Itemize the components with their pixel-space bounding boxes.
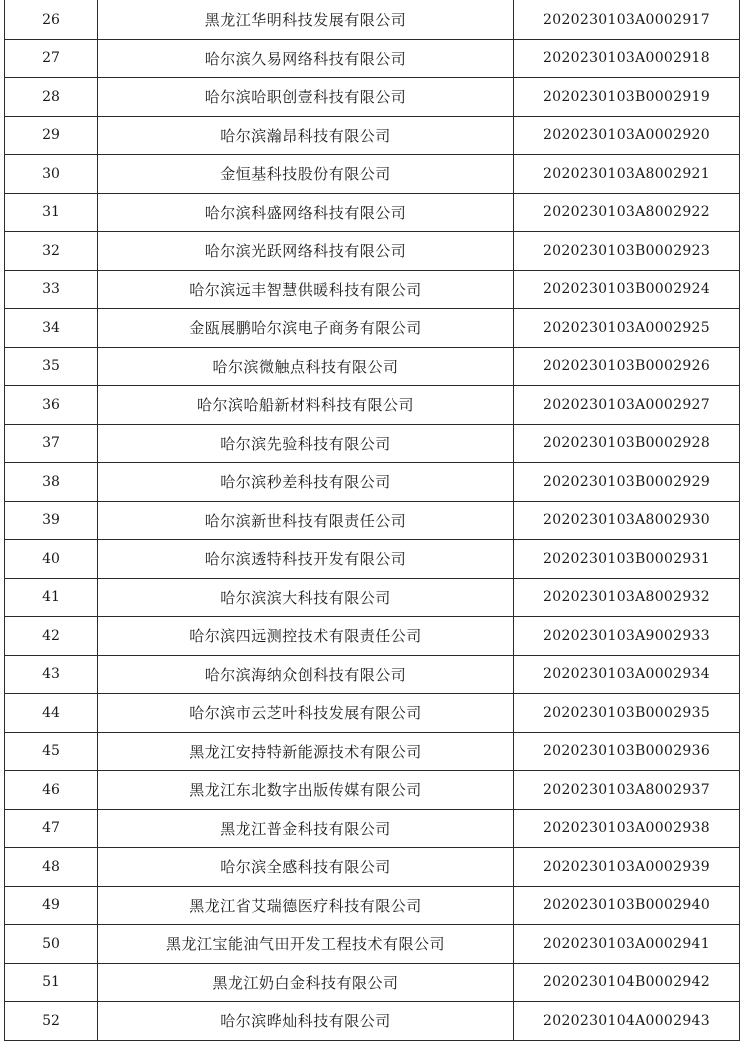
row-number-cell: 38 xyxy=(5,463,98,502)
registration-code-cell: 2020230103A8002932 xyxy=(514,578,740,617)
company-name-cell: 金恒基科技股份有限公司 xyxy=(98,155,514,194)
table-row xyxy=(5,309,740,348)
company-name-cell: 黑龙江安持特新能源技术有限公司 xyxy=(98,732,514,771)
row-number-cell: 26 xyxy=(5,1,98,40)
company-name-cell: 哈尔滨哈职创壹科技有限公司 xyxy=(98,78,514,117)
registration-code-cell: 2020230103A0002925 xyxy=(514,309,740,348)
registration-code-cell: 2020230103A0002917 xyxy=(514,1,740,40)
table-row xyxy=(5,578,740,617)
registration-code-cell: 2020230104B0002942 xyxy=(514,963,740,1002)
table-row xyxy=(5,617,740,656)
registration-code-cell: 2020230103A0002918 xyxy=(514,39,740,78)
row-number-cell: 31 xyxy=(5,193,98,232)
registration-code-cell: 2020230103A0002939 xyxy=(514,848,740,887)
row-number-cell: 39 xyxy=(5,501,98,540)
table-row xyxy=(5,925,740,964)
company-name-cell: 哈尔滨全感科技有限公司 xyxy=(98,848,514,887)
company-name-cell: 哈尔滨光跃网络科技有限公司 xyxy=(98,232,514,271)
table-row xyxy=(5,463,740,502)
registration-code-cell: 2020230103B0002928 xyxy=(514,424,740,463)
company-name-cell: 哈尔滨哈船新材料科技有限公司 xyxy=(98,386,514,425)
row-number-cell: 51 xyxy=(5,963,98,1002)
row-number-cell: 46 xyxy=(5,771,98,810)
registration-code-cell: 2020230103A8002930 xyxy=(514,501,740,540)
company-name-cell: 哈尔滨市云芝叶科技发展有限公司 xyxy=(98,694,514,733)
table-row xyxy=(5,424,740,463)
row-number-cell: 35 xyxy=(5,347,98,386)
table-row xyxy=(5,1,740,40)
row-number-cell: 40 xyxy=(5,540,98,579)
table-row xyxy=(5,732,740,771)
row-number-cell: 41 xyxy=(5,578,98,617)
company-name-cell: 哈尔滨远丰智慧供暖科技有限公司 xyxy=(98,270,514,309)
table-row xyxy=(5,270,740,309)
row-number-cell: 47 xyxy=(5,809,98,848)
company-name-cell: 哈尔滨四远测控技术有限责任公司 xyxy=(98,617,514,656)
table-row xyxy=(5,78,740,117)
registration-code-cell: 2020230103A0002938 xyxy=(514,809,740,848)
table-row xyxy=(5,848,740,887)
registration-code-cell: 2020230103B0002940 xyxy=(514,886,740,925)
registration-code-cell: 2020230103B0002919 xyxy=(514,78,740,117)
row-number-cell: 48 xyxy=(5,848,98,887)
registration-code-cell: 2020230103A0002920 xyxy=(514,116,740,155)
table-row xyxy=(5,347,740,386)
table-row xyxy=(5,1002,740,1041)
registration-code-cell: 2020230103A0002927 xyxy=(514,386,740,425)
row-number-cell: 44 xyxy=(5,694,98,733)
row-number-cell: 37 xyxy=(5,424,98,463)
table-row xyxy=(5,809,740,848)
row-number-cell: 28 xyxy=(5,78,98,117)
table-row xyxy=(5,386,740,425)
registration-code-cell: 2020230103B0002935 xyxy=(514,694,740,733)
company-name-cell: 黑龙江普金科技有限公司 xyxy=(98,809,514,848)
company-name-cell: 哈尔滨透特科技开发有限公司 xyxy=(98,540,514,579)
table-row xyxy=(5,39,740,78)
company-name-cell: 金瓯展鹏哈尔滨电子商务有限公司 xyxy=(98,309,514,348)
registration-code-cell: 2020230103B0002936 xyxy=(514,732,740,771)
company-name-cell: 哈尔滨新世科技有限责任公司 xyxy=(98,501,514,540)
row-number-cell: 50 xyxy=(5,925,98,964)
registration-code-cell: 2020230103A8002937 xyxy=(514,771,740,810)
company-name-cell: 哈尔滨秒差科技有限公司 xyxy=(98,463,514,502)
row-number-cell: 49 xyxy=(5,886,98,925)
row-number-cell: 36 xyxy=(5,386,98,425)
table-row xyxy=(5,963,740,1002)
table-row xyxy=(5,771,740,810)
company-name-cell: 黑龙江东北数字出版传媒有限公司 xyxy=(98,771,514,810)
row-number-cell: 34 xyxy=(5,309,98,348)
registration-code-cell: 2020230103B0002924 xyxy=(514,270,740,309)
table-row xyxy=(5,501,740,540)
registration-code-cell: 2020230103B0002923 xyxy=(514,232,740,271)
registration-code-cell: 2020230103A8002922 xyxy=(514,193,740,232)
table-row xyxy=(5,155,740,194)
table-row xyxy=(5,540,740,579)
row-number-cell: 33 xyxy=(5,270,98,309)
table-row xyxy=(5,232,740,271)
table-row xyxy=(5,886,740,925)
row-number-cell: 29 xyxy=(5,116,98,155)
registration-code-cell: 2020230103A0002941 xyxy=(514,925,740,964)
company-name-cell: 黑龙江奶白金科技有限公司 xyxy=(98,963,514,1002)
registration-code-cell: 2020230103A8002921 xyxy=(514,155,740,194)
company-name-cell: 黑龙江华明科技发展有限公司 xyxy=(98,1,514,40)
company-name-cell: 哈尔滨海纳众创科技有限公司 xyxy=(98,655,514,694)
registration-code-cell: 2020230103B0002929 xyxy=(514,463,740,502)
table-row xyxy=(5,116,740,155)
company-name-cell: 黑龙江省艾瑞德医疗科技有限公司 xyxy=(98,886,514,925)
registration-code-cell: 2020230103A0002934 xyxy=(514,655,740,694)
company-name-cell: 哈尔滨瀚昂科技有限公司 xyxy=(98,116,514,155)
registration-code-cell: 2020230103B0002926 xyxy=(514,347,740,386)
registration-code-cell: 2020230103A9002933 xyxy=(514,617,740,656)
registration-table xyxy=(4,0,740,1041)
company-name-cell: 哈尔滨久易网络科技有限公司 xyxy=(98,39,514,78)
row-number-cell: 52 xyxy=(5,1002,98,1041)
company-name-cell: 黑龙江宝能油气田开发工程技术有限公司 xyxy=(98,925,514,964)
registration-table-body xyxy=(5,1,740,1041)
company-name-cell: 哈尔滨先验科技有限公司 xyxy=(98,424,514,463)
company-name-cell: 哈尔滨微触点科技有限公司 xyxy=(98,347,514,386)
table-row xyxy=(5,694,740,733)
row-number-cell: 30 xyxy=(5,155,98,194)
registration-code-cell: 2020230104A0002943 xyxy=(514,1002,740,1041)
table-row xyxy=(5,193,740,232)
table-row xyxy=(5,655,740,694)
registration-table-page xyxy=(4,0,736,1048)
registration-code-cell: 2020230103B0002931 xyxy=(514,540,740,579)
row-number-cell: 45 xyxy=(5,732,98,771)
row-number-cell: 42 xyxy=(5,617,98,656)
row-number-cell: 43 xyxy=(5,655,98,694)
company-name-cell: 哈尔滨晔灿科技有限公司 xyxy=(98,1002,514,1041)
company-name-cell: 哈尔滨滨大科技有限公司 xyxy=(98,578,514,617)
row-number-cell: 27 xyxy=(5,39,98,78)
company-name-cell: 哈尔滨科盛网络科技有限公司 xyxy=(98,193,514,232)
row-number-cell: 32 xyxy=(5,232,98,271)
